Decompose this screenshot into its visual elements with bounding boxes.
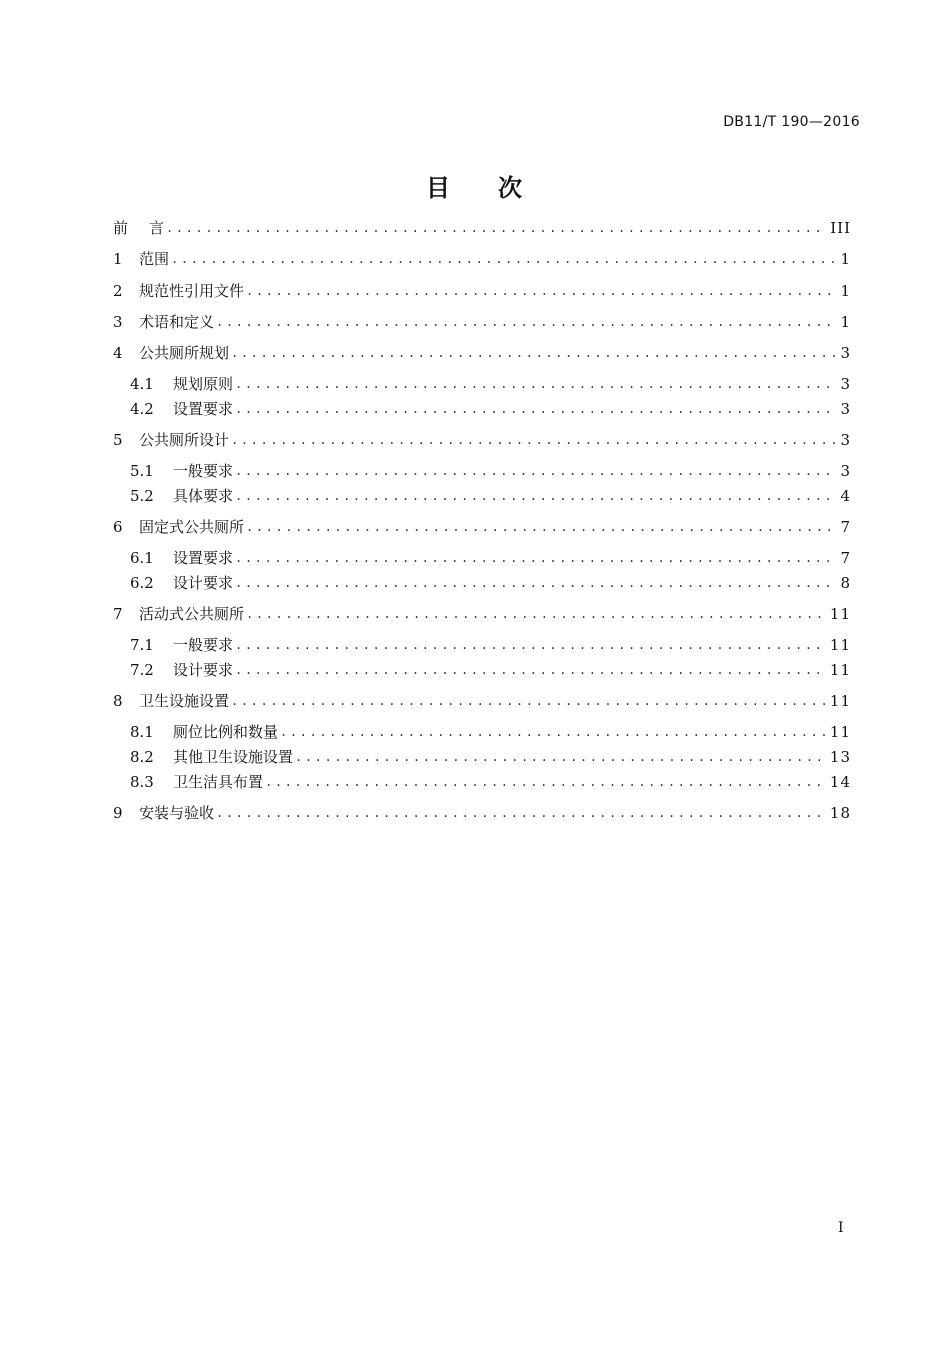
toc-entry-page: 13 bbox=[829, 748, 851, 766]
toc-entry-page: 11 bbox=[829, 661, 851, 679]
toc-entry-page: 18 bbox=[829, 804, 851, 822]
toc-entry[interactable] bbox=[113, 276, 851, 300]
toc-entry-label: 固定式公共厕所 bbox=[139, 518, 245, 536]
toc-leader-dots bbox=[235, 462, 836, 480]
toc-entry-page: 3 bbox=[840, 400, 851, 418]
toc-leader-dots bbox=[246, 605, 826, 623]
toc-entry-number: 3 bbox=[113, 313, 123, 331]
toc-entry-number: 8.1 bbox=[130, 723, 154, 741]
toc-entry-label: 设计要求 bbox=[173, 574, 234, 592]
toc-entry-number: 1 bbox=[113, 250, 123, 268]
toc-entry-page: 3 bbox=[840, 462, 851, 480]
toc-entry[interactable] bbox=[130, 630, 851, 654]
toc-entry-page: 11 bbox=[829, 605, 851, 623]
toc-entry[interactable] bbox=[130, 543, 851, 567]
toc-entry[interactable] bbox=[130, 369, 851, 393]
toc-entry-page: 3 bbox=[840, 431, 851, 449]
toc-leader-dots bbox=[265, 773, 826, 791]
toc-entry-label: 安装与验收 bbox=[139, 804, 215, 822]
toc-entry-number: 4 bbox=[113, 344, 123, 362]
toc-leader-dots bbox=[246, 282, 836, 300]
toc-entry-label: 一般要求 bbox=[173, 636, 234, 654]
toc-entry[interactable] bbox=[113, 244, 851, 268]
page-title bbox=[0, 168, 950, 203]
toc-leader-dots bbox=[231, 344, 836, 362]
toc-entry-page: III bbox=[830, 219, 851, 237]
toc-entry-label: 规范性引用文件 bbox=[139, 282, 245, 300]
toc-entry-label: 卫生设施设置 bbox=[139, 692, 230, 710]
toc-entry[interactable] bbox=[130, 394, 851, 418]
toc-entry-label: 设置要求 bbox=[173, 549, 234, 567]
toc-entry-number: 8 bbox=[113, 692, 123, 710]
toc-entry-page: 11 bbox=[829, 692, 851, 710]
toc-leader-dots bbox=[280, 723, 826, 741]
toc-entry[interactable] bbox=[130, 481, 851, 505]
toc-entry-page: 3 bbox=[840, 375, 851, 393]
toc-entry-number: 5.1 bbox=[130, 462, 154, 480]
toc-entry-page: 7 bbox=[840, 518, 851, 536]
toc-entry-number: 8.3 bbox=[130, 773, 154, 791]
toc-leader-dots bbox=[246, 518, 836, 536]
toc-entry[interactable] bbox=[113, 798, 851, 822]
toc-entry-page: 11 bbox=[829, 636, 851, 654]
toc-entry-label: 规划原则 bbox=[173, 375, 234, 393]
toc-entry-label: 公共厕所设计 bbox=[139, 431, 230, 449]
toc-entry-label: 术语和定义 bbox=[139, 313, 215, 331]
toc-entry-number: 6.2 bbox=[130, 574, 154, 592]
toc-entry-label: 活动式公共厕所 bbox=[139, 605, 245, 623]
toc-entry[interactable] bbox=[130, 717, 851, 741]
toc-entry[interactable] bbox=[113, 686, 851, 710]
toc-entry-page: 1 bbox=[840, 313, 851, 331]
standard-code: DB11/T 190—2016 bbox=[723, 114, 860, 130]
toc-entry-label: 公共厕所规划 bbox=[139, 344, 230, 362]
toc-leader-dots bbox=[216, 804, 826, 822]
toc-entry-label: 其他卫生设施设置 bbox=[173, 748, 294, 766]
toc-entry-page: 4 bbox=[840, 487, 851, 505]
toc-entry[interactable] bbox=[130, 456, 851, 480]
toc-leader-dots bbox=[166, 219, 826, 237]
toc-entry-number: 6.1 bbox=[130, 549, 154, 567]
toc-entry-number: 9 bbox=[113, 804, 123, 822]
toc-entry-page: 14 bbox=[829, 773, 851, 791]
toc-leader-dots bbox=[235, 375, 836, 393]
toc-entry-label: 一般要求 bbox=[173, 462, 234, 480]
toc-entry-page: 1 bbox=[840, 282, 851, 300]
toc-entry-page: 8 bbox=[840, 574, 851, 592]
toc-entry-label: 设置要求 bbox=[173, 400, 234, 418]
toc-entry[interactable] bbox=[113, 307, 851, 331]
toc-entry-number: 7.1 bbox=[130, 636, 154, 654]
toc-leader-dots bbox=[231, 431, 836, 449]
toc-entry[interactable] bbox=[130, 742, 851, 766]
toc-entry[interactable] bbox=[113, 512, 851, 536]
toc-entry-number: 5 bbox=[113, 431, 123, 449]
page-folio: I bbox=[838, 1220, 844, 1236]
toc-leader-dots bbox=[235, 661, 826, 679]
toc-leader-dots bbox=[235, 636, 826, 654]
toc-entry-number: 7.2 bbox=[130, 661, 154, 679]
toc-entry-label: 卫生洁具布置 bbox=[173, 773, 264, 791]
toc-entry-number: 前 bbox=[113, 219, 129, 237]
toc-entry-label: 厕位比例和数量 bbox=[173, 723, 279, 741]
toc-entry[interactable] bbox=[130, 568, 851, 592]
toc-entry-number: 4.1 bbox=[130, 375, 154, 393]
toc-entry-page: 3 bbox=[840, 344, 851, 362]
toc-entry-number: 7 bbox=[113, 605, 123, 623]
toc-leader-dots bbox=[235, 549, 836, 567]
toc-entry-number: 4.2 bbox=[130, 400, 154, 418]
toc-entry[interactable] bbox=[113, 599, 851, 623]
toc-entry-label: 具体要求 bbox=[173, 487, 234, 505]
toc-entry-number: 8.2 bbox=[130, 748, 154, 766]
toc-entry[interactable] bbox=[113, 338, 851, 362]
title-char-1: 目 bbox=[426, 174, 452, 202]
toc-entry[interactable] bbox=[113, 213, 851, 237]
title-char-2: 次 bbox=[498, 174, 524, 202]
toc-leader-dots bbox=[216, 313, 836, 331]
toc-entry-label: 范围 bbox=[139, 250, 170, 268]
toc-entry-label: 设计要求 bbox=[173, 661, 234, 679]
toc-entry[interactable] bbox=[130, 767, 851, 791]
toc-leader-dots bbox=[235, 400, 836, 418]
toc-entry-number: 6 bbox=[113, 518, 123, 536]
toc-entry-page: 11 bbox=[829, 723, 851, 741]
toc-entry-page: 1 bbox=[840, 250, 851, 268]
toc-entry-label: 言 bbox=[149, 219, 165, 237]
toc-leader-dots bbox=[295, 748, 826, 766]
toc-entry[interactable] bbox=[130, 655, 851, 679]
toc-leader-dots bbox=[231, 692, 826, 710]
toc-leader-dots bbox=[171, 250, 836, 268]
toc-entry-page: 7 bbox=[840, 549, 851, 567]
toc-entry-number: 2 bbox=[113, 282, 123, 300]
toc-entry-number: 5.2 bbox=[130, 487, 154, 505]
toc-leader-dots bbox=[235, 574, 836, 592]
toc-leader-dots bbox=[235, 487, 836, 505]
toc-entry[interactable] bbox=[113, 425, 851, 449]
